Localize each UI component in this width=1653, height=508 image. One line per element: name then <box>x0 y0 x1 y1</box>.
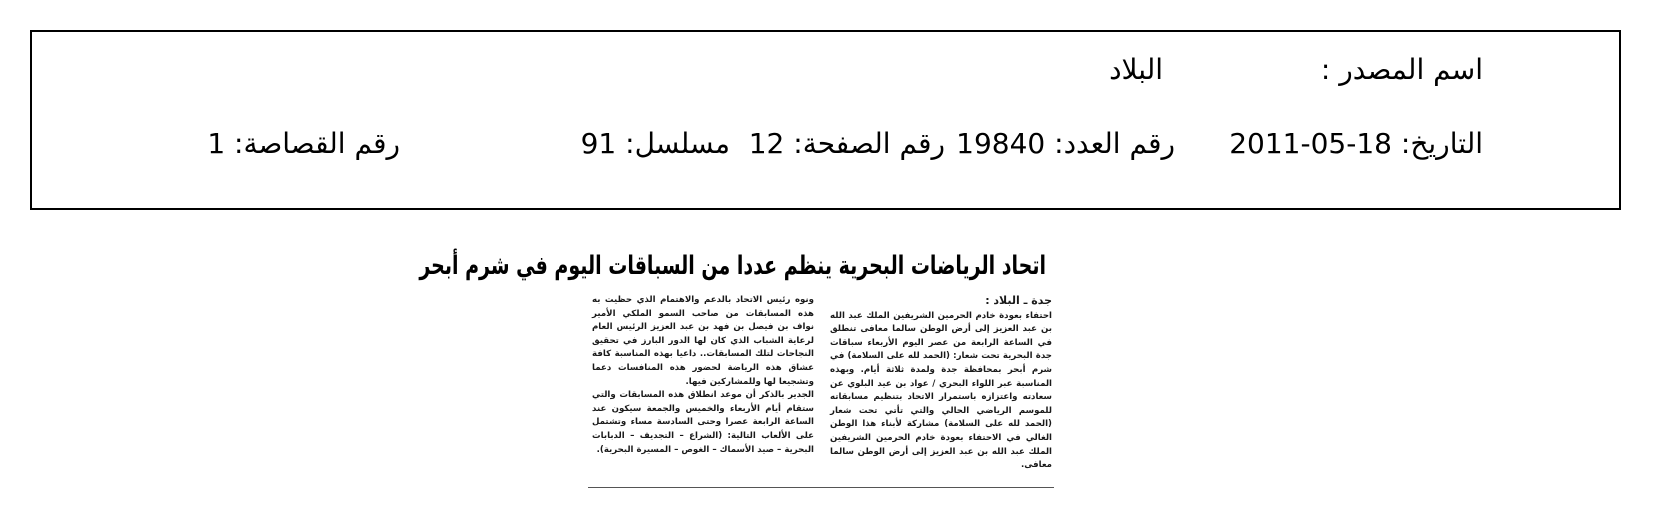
bottom-rule <box>588 487 1054 488</box>
serial-number: مسلسل: 91 <box>580 127 730 160</box>
article-dateline: جدة ـ البلاد : <box>985 294 1052 307</box>
source-value: البلاد <box>1109 53 1163 86</box>
article-headline: اتحاد الرياضات البحرية ينظم عددا من السباقات اليوم في شرم أبحر <box>419 251 1046 281</box>
article-paragraph: ونوه رئيس الاتحاد بالدعم والاهتمام الذي حظيت به هذه المسابقات من صاحب السمو الملكي الأمير نواف بن فيصل بن فهد بن عبد العزيز الرئيس العام لرعاية الشباب الذي كان لها الدور البارز في تحقيق النجاحات لتلك المسابقات.. داعيا بهذه المناسبة كافة عشاق هذه الرياضة لحضور هذه المنافسات دعما وتشجيعا لها وللمشاركين فيها. <box>592 295 814 387</box>
newspaper-clipping <box>419 237 1054 495</box>
article-column-right <box>830 294 1052 473</box>
source-label: اسم المصدر : <box>1320 53 1483 86</box>
article-column-left <box>592 294 814 457</box>
article-paragraph: احتفاء بعودة خادم الحرمين الشريفين الملك عبد الله بن عبد العزيز إلى أرض الوطن سالما معافى تنطلق في الساعة الرابعة من عصر اليوم الأربعاء سباقات جدة البحرية تحت شعار: (الحمد لله على السلامة) في شرم أبحر بمحافظة جدة ولمدة ثلاثة أيام. وبهذه المناسبة عبر اللواء البحري / عواد بن عيد البلوي عن سعادته واعتزازه باستمرار الاتحاد بتنظيم مسابقاته للموسم الرياضي الحالي والتي تأتي تحت شعار (الحمد لله على السلامة) مشاركة لأبناء هذا الوطن الغالي في الاحتفاء بعودة خادم الحرمين الشريفين الملك عبد الله بن عبد العزيز إلى أرض الوطن سالما معافى. <box>830 310 1052 471</box>
article-paragraph: الجدير بالذكر أن موعد انطلاق هذه المسابقات والتي ستقام أيام الأربعاء والخميس والجمعة سيكون عند الساعة الرابعة عصرا وحتى السادسة مساء وتشتمل على الألعاب التالية: (الشراع – التجديف – الدبابات البحرية – صيد الأسماك – الغوص – المسيرة البحرية). <box>592 390 814 455</box>
clipping-number: رقم القصاصة: 1 <box>207 127 400 160</box>
issue-number: رقم العدد: 19840 <box>956 127 1175 160</box>
date-field: التاريخ: 18-05-2011 <box>1229 127 1483 160</box>
page-number: رقم الصفحة: 12 <box>748 127 945 160</box>
